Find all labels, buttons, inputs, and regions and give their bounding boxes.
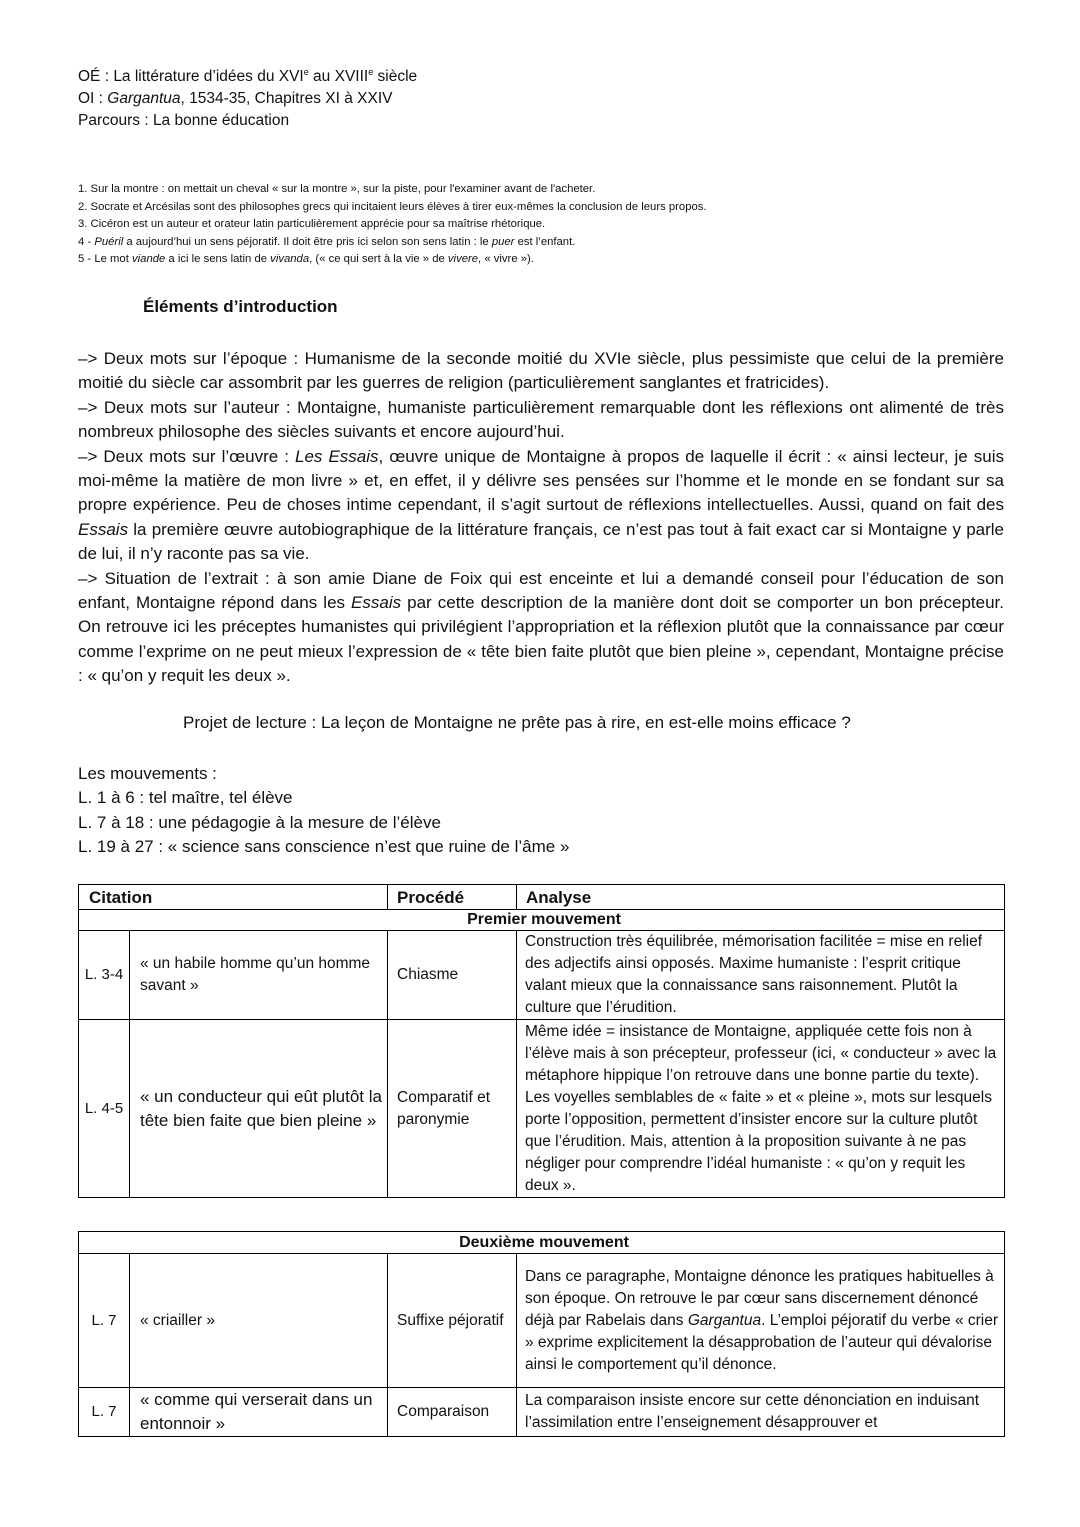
line-ref: L. 7 xyxy=(79,1254,130,1388)
footnotes xyxy=(78,181,707,269)
analyse-cell: Même idée = insistance de Montaigne, appliquée cette fois non à l’élève mais à son précepteur, professeur (ici, « conducteur » avec la métaphore hippique l’on retrouve dans une bonne partie du texte). Les voyelles semblables de « faite » et « pleine », mots sur lesquels porte l’opposition, permettent d’insister encore sur la culture plutôt que l’érudition. Mais, attention à la proposition suivante à ne pas négliger pour comprendre l’idéal humaniste : « qu’on y requit les deux ». xyxy=(517,1020,1005,1198)
header-citation: Citation xyxy=(79,885,388,910)
line-ref: L. 3-4 xyxy=(79,931,130,1020)
citation-cell: « un conducteur qui eût plutôt la tête bien faite que bien pleine » xyxy=(130,1020,388,1198)
line-ref: L. 4-5 xyxy=(79,1020,130,1198)
movement-item: L. 19 à 27 : « science sans conscience n’est que ruine de l’âme » xyxy=(78,837,570,857)
procede-cell: Comparaison xyxy=(388,1388,517,1437)
table-row xyxy=(79,931,1005,1020)
intro-body xyxy=(78,347,1004,689)
table-header-row xyxy=(79,885,1005,910)
movements-title: Les mouvements : xyxy=(78,764,217,783)
section-title: Deuxième mouvement xyxy=(79,1232,1005,1254)
movement-item: L. 7 à 18 : une pédagogie à la mesure de l’élève xyxy=(78,812,441,832)
footnote-1: 1. Sur la montre : on mettait un cheval « sur la montre », sur la piste, pour l'examiner avant de l'acheter. xyxy=(78,183,596,195)
footnote-4: 4 - Puéril a aujourd’hui un sens péjoratif. Il doit être pris ici selon son sens latin : le puer est l’enfant. xyxy=(78,235,576,248)
intro-paragraph-auteur: –> Deux mots sur l’auteur : Montaigne, humaniste particulièrement remarquable dont les réflexions ont alimenté de très nombreux philosophe des siècles suivants et encore aujourd’hui. xyxy=(78,397,1004,442)
analysis-table-2 xyxy=(78,1231,1005,1437)
analyse-cell: Dans ce paragraphe, Montaigne dénonce les pratiques habituelles à son époque. On retrouve le par cœur sans discernement dénoncé déjà par Rabelais dans Gargantua. L’emploi péjoratif du verbe « crier » exprime explicitement la désapprobation de l’auteur qui dévalorise ainsi le comportement qu’il dénonce. xyxy=(517,1254,1005,1388)
analyse-cell: La comparaison insiste encore sur cette dénonciation en induisant l’assimilation entre l’enseignement désapprouver et xyxy=(517,1388,1005,1437)
document-header xyxy=(78,66,417,132)
header-objet-etude: OÉ : La littérature d’idées du XVIe au XVIIIe siècle xyxy=(78,67,418,85)
movements-list xyxy=(78,762,569,860)
footnote-2: 2. Socrate et Arcésilas sont des philosophes grecs qui incitaient leurs élèves à tirer eux-mêmes la conclusion de leurs propos. xyxy=(78,200,707,213)
analyse-cell: Construction très équilibrée, mémorisation facilitée = mise en relief des adjectifs ainsi opposés. Maxime humaniste : l’esprit critique valant mieux que la connaissance sans raisonnement. Plutôt la culture que l’érudition. xyxy=(517,931,1005,1020)
footnote-5: 5 - Le mot viande a ici le sens latin de vivanda, (« ce qui sert à la vie » de vivere, « vivre »). xyxy=(78,253,534,266)
header-parcours: Parcours : La bonne éducation xyxy=(78,112,290,129)
intro-paragraph-situation: –> Situation de l’extrait : à son amie Diane de Foix qui est enceinte et lui a demandé conseil pour l’éducation de son enfant, Montaigne répond dans les Essais par cette description de la manière dont doit se comporter un bon précepteur. On retrouve ici les préceptes humanistes qui privilégient l’appropriation et la réflexion plutôt que la connaissance par cœur comme l’exprime on ne peut mieux l’expression de « tête bien faite plutôt que bien pleine », cependant, Montaigne précise : « qu’on y requit les deux ». xyxy=(78,568,1004,686)
citation-cell: « un habile homme qu’un homme savant » xyxy=(130,931,388,1020)
table-row xyxy=(79,1388,1005,1437)
section-title: Premier mouvement xyxy=(79,910,1005,931)
intro-paragraph-oeuvre: –> Deux mots sur l’œuvre : Les Essais, œuvre unique de Montaigne à propos de laquelle il écrit : « ainsi lecteur, je suis moi-même la matière de mon livre » et, en effet, il y délivre ses pensées sur l’homme et le monde en se fondant sur sa propre expérience. Peu de choses intime cependant, il s’agit surtout de réflexions intellectuelles. Aussi, quand on fait des Essais la première œuvre autobiographique de la littérature français, ce n’est pas tout à fait exact car si Montaigne y parle de lui, il n’y raconte pas sa vie. xyxy=(78,446,1004,564)
intro-paragraph-epoque: –> Deux mots sur l’époque : Humanisme de la seconde moitié du XVIe siècle, plus pessimiste que celui de la première moitié du siècle car assombrit par les guerres de religion (particulièrement sanglantes et fratricides). xyxy=(78,349,1004,393)
intro-heading: Éléments d’introduction xyxy=(143,297,338,316)
footnote-3: 3. Cicéron est un auteur et orateur latin particulièrement apprécie pour sa maîtrise rhétorique. xyxy=(78,218,546,231)
header-analyse: Analyse xyxy=(517,885,1005,910)
procede-cell: Suffixe péjoratif xyxy=(388,1254,517,1388)
movement-item: L. 1 à 6 : tel maître, tel élève xyxy=(78,788,293,808)
header-oeuvre-integrale: OI : Gargantua, 1534-35, Chapitres XI à XXIV xyxy=(78,90,393,107)
section-row xyxy=(79,910,1005,931)
table-row xyxy=(79,1254,1005,1388)
procede-cell: Chiasme xyxy=(388,931,517,1020)
analysis-table-1 xyxy=(78,884,1005,1198)
citation-cell: « criailler » xyxy=(130,1254,388,1388)
line-ref: L. 7 xyxy=(79,1388,130,1437)
reading-project: Projet de lecture : La leçon de Montaigne ne prête pas à rire, en est-elle moins efficace ? xyxy=(183,713,851,732)
table-row xyxy=(79,1020,1005,1198)
procede-cell: Comparatif et paronymie xyxy=(388,1020,517,1198)
citation-cell: « comme qui verserait dans un entonnoir » xyxy=(130,1388,388,1437)
header-procede: Procédé xyxy=(388,885,517,910)
section-row xyxy=(79,1232,1005,1254)
